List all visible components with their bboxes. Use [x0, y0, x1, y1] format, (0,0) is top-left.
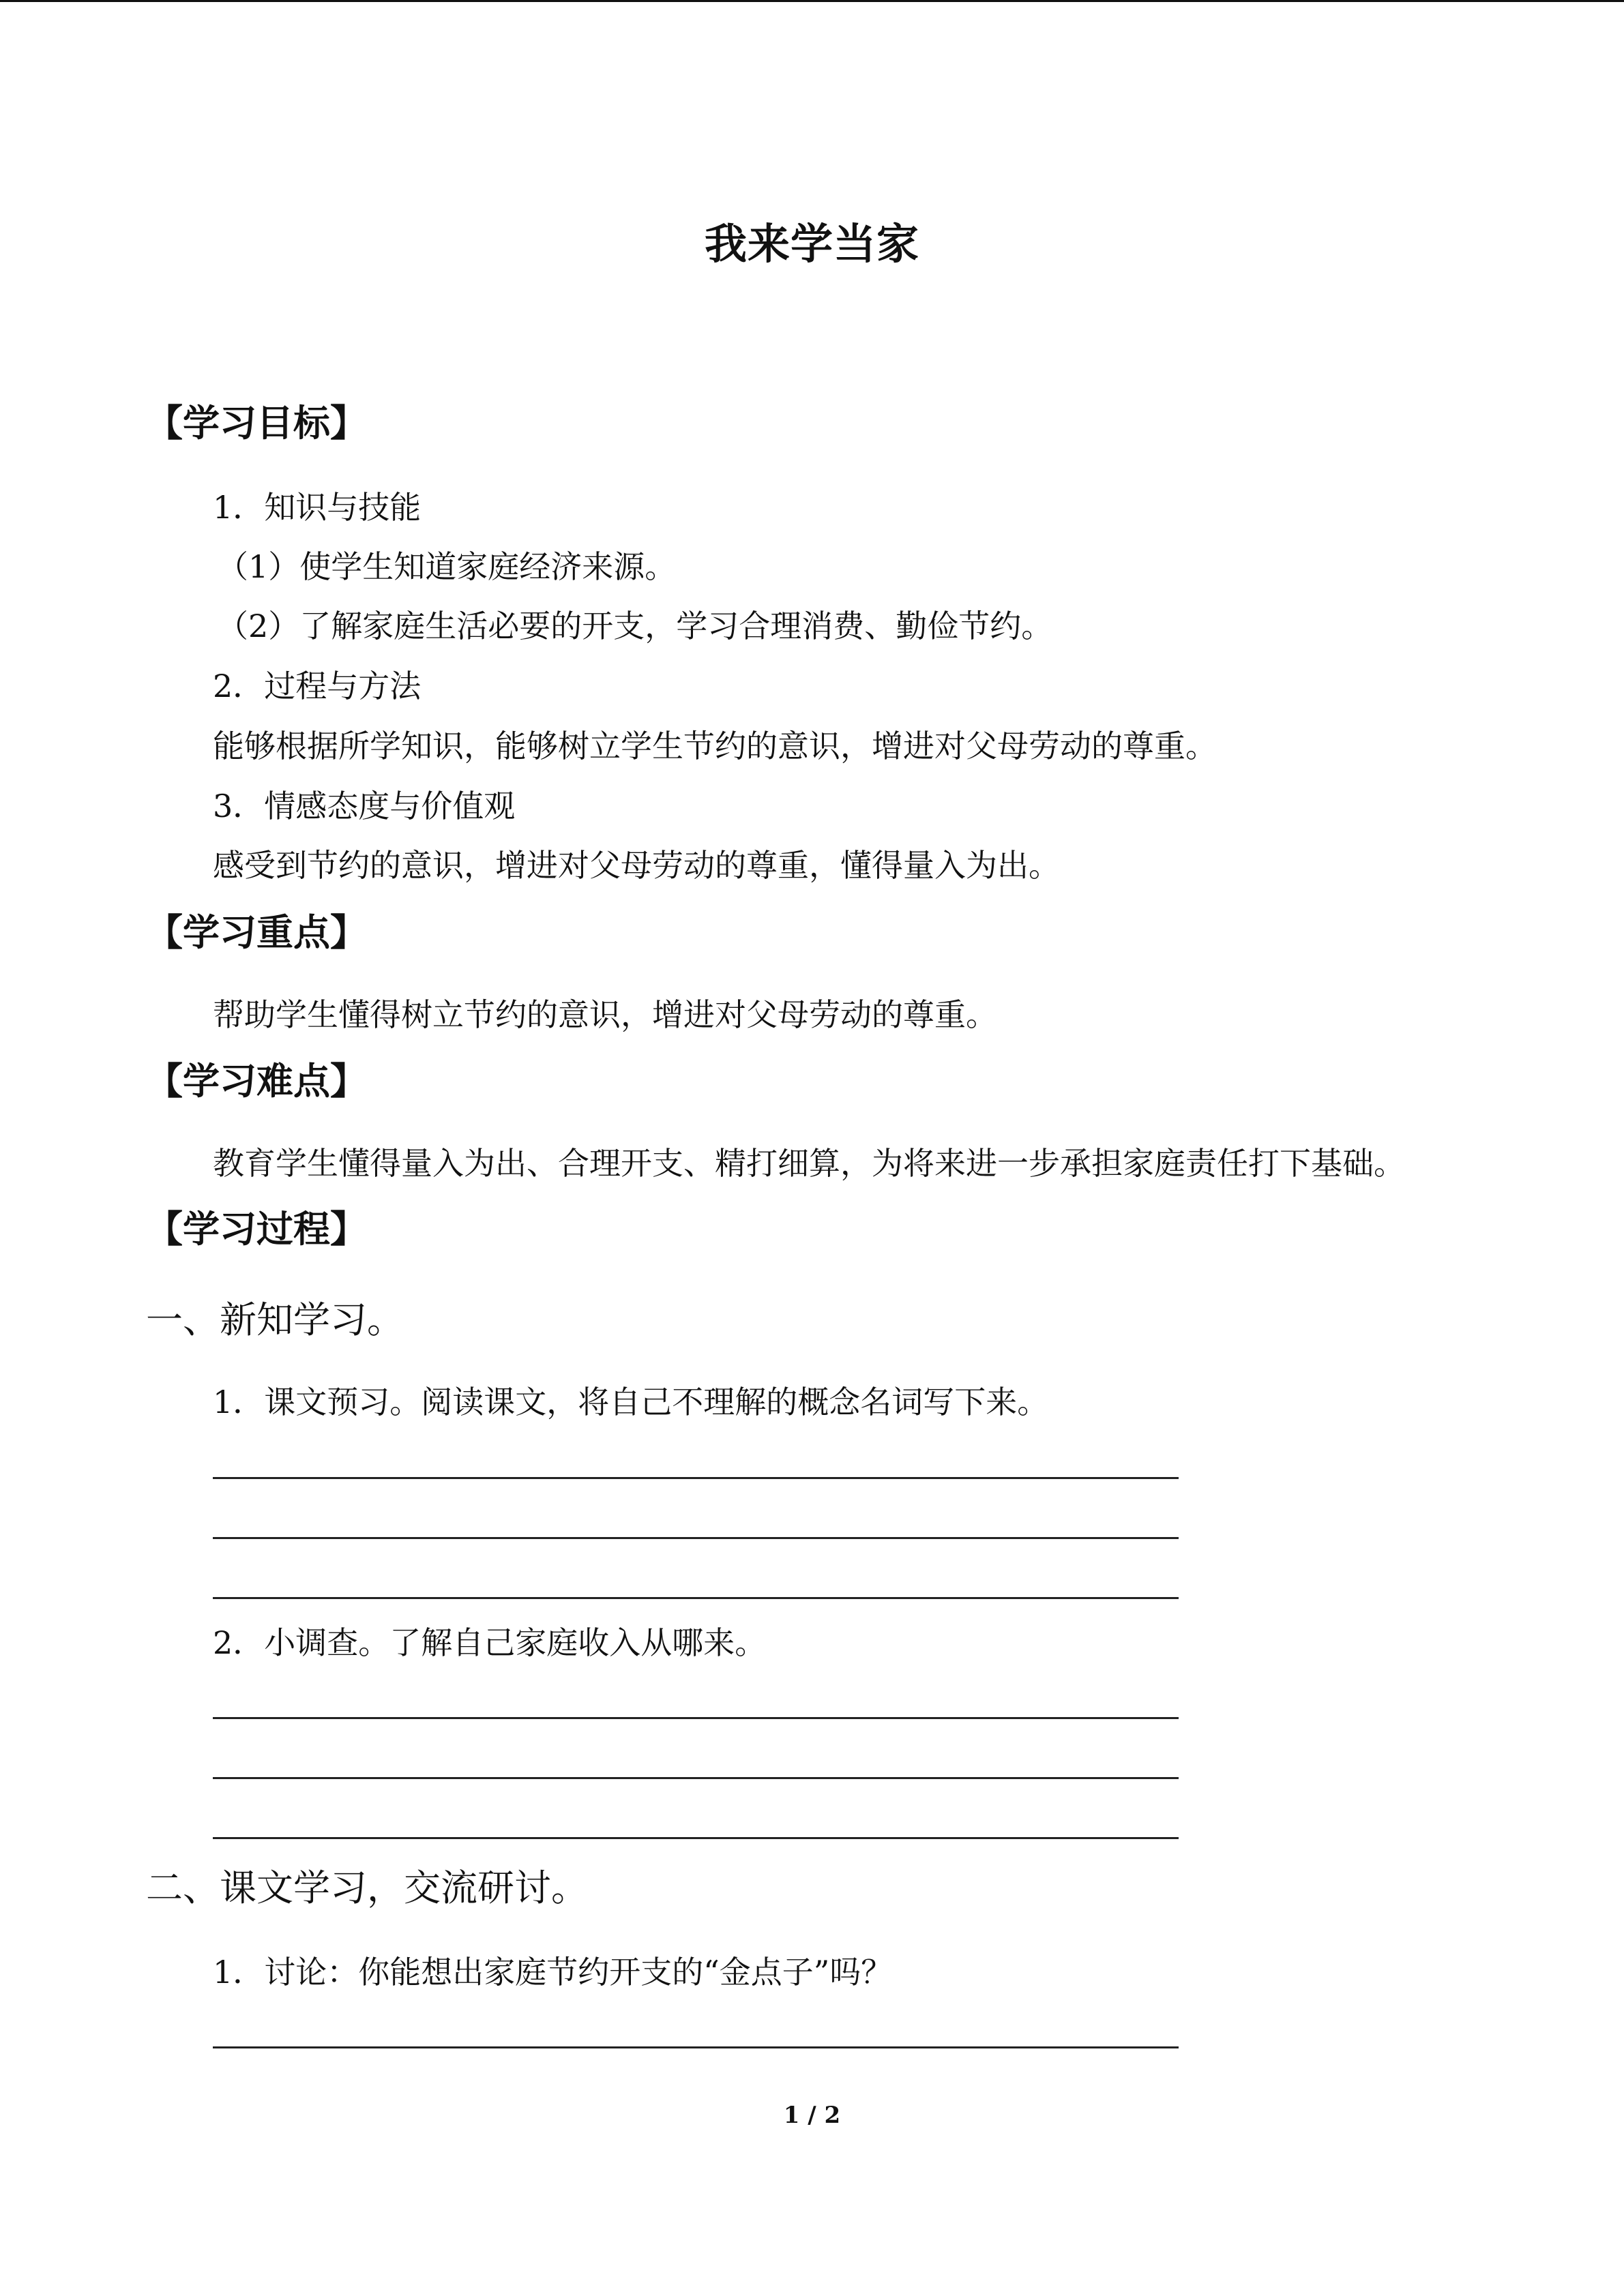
part-1-question-2: 2．小调查。了解自己家庭收入从哪来。: [213, 1624, 767, 1661]
objective-2-title: 2．过程与方法: [213, 668, 422, 704]
part-2-title: 二、课文学习，交流研讨。: [146, 1866, 588, 1909]
answer-line[interactable]: [213, 1537, 1179, 1539]
process-heading: 【学习过程】: [146, 1208, 367, 1251]
document-title: 我来学当家: [704, 219, 919, 269]
part-1-title: 一、新知学习。: [146, 1298, 404, 1341]
objective-3-title: 3．情感态度与价值观: [213, 788, 516, 824]
answer-line[interactable]: [213, 1597, 1179, 1599]
key-points-heading: 【学习重点】: [146, 911, 367, 954]
key-points-text: 帮助学生懂得树立节约的意识，增进对父母劳动的尊重。: [213, 996, 997, 1033]
objective-1-sub-1: （1）使学生知道家庭经济来源。: [217, 548, 677, 585]
objectives-heading: 【学习目标】: [146, 402, 367, 445]
difficulties-text: 教育学生懂得量入为出、合理开支、精打细算，为将来进一步承担家庭责任打下基础。: [213, 1145, 1405, 1182]
answer-line[interactable]: [213, 1777, 1179, 1779]
objective-2-text: 能够根据所学知识，能够树立学生节约的意识，增进对父母劳动的尊重。: [213, 728, 1217, 764]
answer-line[interactable]: [213, 1837, 1179, 1839]
page-number: 1 / 2: [783, 2102, 841, 2129]
objective-1-sub-2: （2）了解家庭生活必要的开支，学习合理消费、勤俭节约。: [217, 608, 1053, 644]
answer-line[interactable]: [213, 1477, 1179, 1479]
objective-1-title: 1．知识与技能: [213, 489, 422, 526]
answer-line[interactable]: [213, 1717, 1179, 1719]
objective-3-text: 感受到节约的意识，增进对父母劳动的尊重，懂得量入为出。: [213, 847, 1060, 884]
part-2-question-1: 1．讨论：你能想出家庭节约开支的“金点子”吗？: [213, 1954, 893, 1991]
difficulties-heading: 【学习难点】: [146, 1060, 367, 1103]
answer-line[interactable]: [213, 2046, 1179, 2048]
part-1-question-1: 1．课文预习。阅读课文，将自己不理解的概念名词写下来。: [213, 1384, 1049, 1420]
page-top-border: [0, 0, 1624, 2]
